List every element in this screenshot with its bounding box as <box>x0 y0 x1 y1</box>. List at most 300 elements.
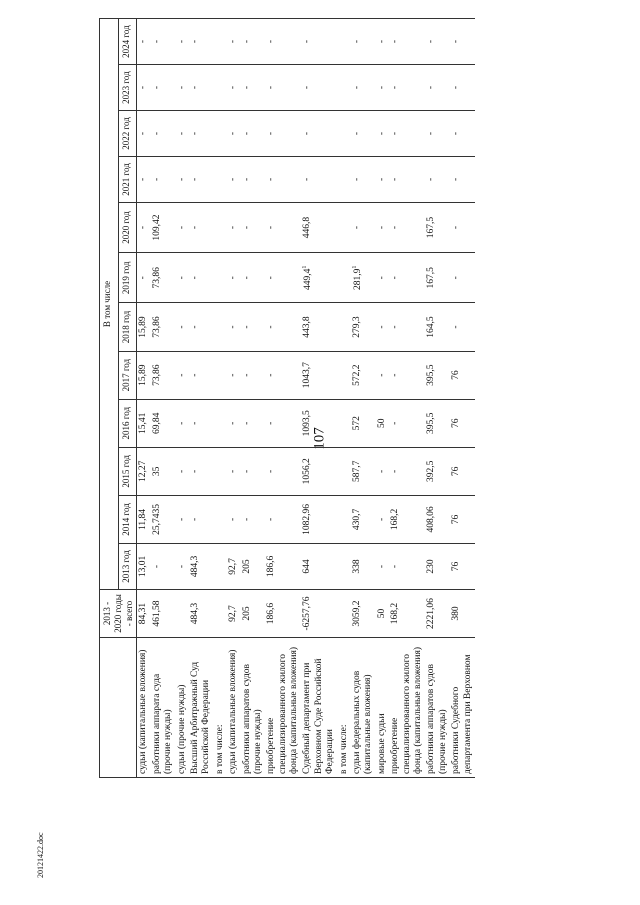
row-value <box>351 111 376 157</box>
table-row <box>301 19 337 778</box>
row-total <box>176 589 189 637</box>
row-value <box>241 156 266 202</box>
value-text: - <box>352 225 363 230</box>
row-value <box>241 253 266 303</box>
value-text: - <box>266 325 277 329</box>
value-text: - <box>176 85 187 90</box>
value-text: - <box>176 276 187 280</box>
value-text: - <box>390 421 401 425</box>
value-text: - <box>426 177 437 181</box>
row-value <box>214 303 227 351</box>
value-text: 11,84 <box>138 508 149 530</box>
row-label: в том числе: <box>338 638 351 778</box>
row-value <box>189 351 214 399</box>
footnote-marker: 1 <box>302 265 309 269</box>
table-row <box>376 19 389 778</box>
row-value <box>450 65 475 111</box>
row-label: Судебный департамент при Верховном Суде Российской Федерации <box>301 638 337 778</box>
value-text: - <box>241 276 252 280</box>
header-label-cell <box>100 638 137 778</box>
row-value <box>189 303 214 351</box>
value-text: - <box>138 85 149 90</box>
value-text: - <box>176 325 187 329</box>
row-value <box>301 351 337 399</box>
row-value <box>376 303 389 351</box>
row-total: 168,2 <box>389 589 425 637</box>
value-text: - <box>451 131 462 136</box>
value-text: - <box>376 325 387 329</box>
row-value <box>389 303 425 351</box>
row-label: в том числе: <box>214 638 227 778</box>
table-row <box>338 19 351 778</box>
row-total: 2221,06 <box>425 589 450 637</box>
row-value <box>241 495 266 543</box>
value-text: - <box>176 39 187 44</box>
row-label: работники аппаратов судов (прочие нужды) <box>241 638 266 778</box>
row-value <box>351 156 376 202</box>
row-value <box>214 156 227 202</box>
row-value <box>176 399 189 447</box>
row-value <box>265 65 301 111</box>
row-value <box>265 447 301 495</box>
table-row <box>176 19 189 778</box>
row-value <box>425 399 450 447</box>
row-value <box>227 399 240 447</box>
value-text: - <box>176 373 187 377</box>
value-text: - <box>376 469 387 473</box>
row-value <box>450 495 475 543</box>
value-text: - <box>189 225 200 230</box>
row-value <box>137 303 151 351</box>
row-value <box>214 65 227 111</box>
value-text: 73,86 <box>151 316 162 338</box>
value-text: - <box>376 517 387 522</box>
row-value <box>338 495 351 543</box>
row-value <box>241 65 266 111</box>
row-value <box>137 19 151 65</box>
row-label: работники Судебного департамента при Верховном <box>450 638 475 778</box>
value-text: - <box>376 85 387 90</box>
row-value <box>241 447 266 495</box>
row-value <box>351 544 376 590</box>
value-text: - <box>138 276 149 280</box>
row-value <box>389 495 425 543</box>
row-value <box>338 303 351 351</box>
value-text: 35 <box>151 466 162 477</box>
value-text: - <box>451 325 462 329</box>
row-total: 92,7 <box>227 589 240 637</box>
header-year: 2015 год <box>118 447 137 495</box>
value-text: - <box>176 421 187 425</box>
row-value <box>265 111 301 157</box>
row-value <box>450 111 475 157</box>
value-text: - <box>376 39 387 44</box>
row-value <box>301 253 337 303</box>
value-text: - <box>426 131 437 136</box>
value-text: - <box>176 225 187 230</box>
value-text: - <box>189 325 200 329</box>
row-value <box>176 447 189 495</box>
row-value <box>189 447 214 495</box>
header-year: 2020 год <box>118 202 137 252</box>
table-row <box>189 19 214 778</box>
row-label: приобретение специализированного жилого фонда (капитальные вложения) <box>265 638 301 778</box>
table-row <box>351 19 376 778</box>
row-value <box>389 351 425 399</box>
value-text: - <box>228 177 239 181</box>
row-value <box>137 65 151 111</box>
value-text: - <box>138 225 149 230</box>
row-value <box>351 253 376 303</box>
value-text: - <box>241 421 252 425</box>
value-text: - <box>176 564 187 569</box>
row-value <box>301 399 337 447</box>
value-text: - <box>228 517 239 522</box>
value-text: 12,27 <box>138 460 149 483</box>
header-year: 2018 год <box>118 303 137 351</box>
value-text: - <box>390 225 401 230</box>
value-text: 484,3 <box>189 555 200 578</box>
row-value <box>338 65 351 111</box>
row-value <box>214 111 227 157</box>
row-value <box>227 303 240 351</box>
value-text: - <box>189 131 200 136</box>
row-value <box>227 156 240 202</box>
row-value <box>389 19 425 65</box>
row-value <box>376 111 389 157</box>
value-text: 408,06 <box>426 506 437 533</box>
value-text: 13,01 <box>138 555 149 578</box>
value-text: 395,5 <box>426 412 437 434</box>
row-total: -6257,76 <box>301 589 337 637</box>
row-value <box>425 111 450 157</box>
value-text: - <box>352 85 363 90</box>
value-text: 76 <box>451 418 462 428</box>
row-value <box>389 544 425 590</box>
value-text: - <box>376 373 387 377</box>
value-text: - <box>390 276 401 280</box>
value-text: - <box>451 39 462 44</box>
value-text: 279,3 <box>352 316 363 338</box>
value-text: 15,89 <box>138 316 149 338</box>
table-row <box>241 19 266 778</box>
value-text: 76 <box>451 370 462 380</box>
value-text: - <box>151 177 162 181</box>
row-value <box>450 253 475 303</box>
row-value <box>338 351 351 399</box>
table-row <box>227 19 240 778</box>
row-value <box>151 495 176 543</box>
row-value <box>425 156 450 202</box>
value-text: 430,7 <box>352 508 363 531</box>
row-value <box>227 202 240 252</box>
value-text: - <box>228 131 239 136</box>
row-value <box>301 303 337 351</box>
value-text: - <box>241 325 252 329</box>
row-value <box>425 19 450 65</box>
table-row <box>450 19 475 778</box>
row-label: Высший Арбитражный Суд Российской Федерации <box>189 638 214 778</box>
row-value <box>450 156 475 202</box>
row-value <box>137 111 151 157</box>
row-value <box>137 351 151 399</box>
value-text: - <box>241 131 252 136</box>
value-text: 167,5 <box>426 267 437 289</box>
row-value <box>214 544 227 590</box>
row-value <box>176 253 189 303</box>
row-label: судьи (капитальные вложения) <box>227 638 240 778</box>
header-year: 2019 год <box>118 253 137 303</box>
row-value <box>376 202 389 252</box>
row-total <box>338 589 351 637</box>
row-value <box>227 447 240 495</box>
row-value <box>151 303 176 351</box>
value-text: 92,7 <box>228 558 239 575</box>
header-row-group <box>100 19 119 778</box>
row-value <box>176 202 189 252</box>
value-text: - <box>228 469 239 473</box>
value-text: - <box>241 177 252 181</box>
row-value <box>265 399 301 447</box>
value-text: - <box>151 131 162 136</box>
value-text: - <box>352 39 363 44</box>
row-value <box>176 65 189 111</box>
row-value <box>376 447 389 495</box>
table-row <box>151 19 176 778</box>
value-text: - <box>228 225 239 230</box>
value-text: - <box>241 85 252 90</box>
row-value <box>338 19 351 65</box>
value-text: - <box>390 373 401 377</box>
value-text: - <box>451 225 462 230</box>
row-value <box>301 19 337 65</box>
row-value <box>351 399 376 447</box>
row-value <box>265 202 301 252</box>
row-value <box>227 19 240 65</box>
row-total: 186,6 <box>265 589 301 637</box>
value-text: - <box>189 373 200 377</box>
value-text: - <box>266 131 277 136</box>
value-text: - <box>241 39 252 44</box>
header-year: 2024 год <box>118 19 137 65</box>
header-year: 2014 год <box>118 495 137 543</box>
value-text: - <box>189 276 200 280</box>
row-value <box>265 495 301 543</box>
row-value <box>151 202 176 252</box>
value-text: 73,86 <box>151 364 162 386</box>
header-group: В том числе <box>100 19 119 590</box>
row-value <box>189 495 214 543</box>
value-text: - <box>451 177 462 181</box>
value-text: - <box>228 373 239 377</box>
value-text: 572 <box>352 416 363 431</box>
row-value <box>376 495 389 543</box>
row-value <box>351 447 376 495</box>
value-text: - <box>302 177 313 181</box>
row-total: 205 <box>241 589 266 637</box>
row-value <box>425 544 450 590</box>
value-text: - <box>390 39 401 44</box>
row-value <box>227 111 240 157</box>
value-text: - <box>241 469 252 473</box>
row-value <box>338 399 351 447</box>
row-value <box>351 65 376 111</box>
row-value <box>137 447 151 495</box>
row-value <box>227 544 240 590</box>
row-value <box>151 399 176 447</box>
value-text: 15,41 <box>138 412 149 434</box>
row-value <box>227 495 240 543</box>
row-value <box>214 253 227 303</box>
value-text: - <box>390 131 401 136</box>
row-value <box>189 253 214 303</box>
header-year: 2021 год <box>118 156 137 202</box>
value-text: 76 <box>451 466 462 477</box>
value-text: - <box>151 85 162 90</box>
row-value <box>450 202 475 252</box>
row-value <box>301 156 337 202</box>
row-value <box>450 303 475 351</box>
value-text: - <box>176 517 187 522</box>
value-text: - <box>266 177 277 181</box>
table-row <box>137 19 151 778</box>
row-value <box>189 399 214 447</box>
row-label: мировые судьи <box>376 638 389 778</box>
header-year: 2016 год <box>118 399 137 447</box>
row-value <box>214 351 227 399</box>
row-value <box>425 202 450 252</box>
row-value <box>151 65 176 111</box>
value-text: - <box>390 469 401 473</box>
budget-table-sheet <box>99 18 604 778</box>
row-value <box>137 544 151 590</box>
value-text: 69,84 <box>151 412 162 434</box>
value-text: 76 <box>451 514 462 525</box>
header-year: 2017 год <box>118 351 137 399</box>
value-text: - <box>390 85 401 90</box>
row-value <box>137 202 151 252</box>
row-total: 50 <box>376 589 389 637</box>
row-value <box>376 399 389 447</box>
row-value <box>425 253 450 303</box>
row-value <box>189 544 214 590</box>
row-value <box>214 202 227 252</box>
row-value <box>425 495 450 543</box>
value-text: 1093,5 <box>302 410 313 437</box>
value-text: - <box>189 469 200 473</box>
row-value <box>137 253 151 303</box>
value-text: 1082,96 <box>302 504 313 535</box>
value-text: 186,6 <box>266 555 277 578</box>
row-value <box>389 111 425 157</box>
row-value <box>351 303 376 351</box>
row-value <box>241 544 266 590</box>
row-label: работники аппарата суда (прочие нужды) <box>151 638 176 778</box>
row-value <box>176 156 189 202</box>
value-text: - <box>266 85 277 90</box>
row-value <box>176 495 189 543</box>
value-text: 50 <box>376 418 387 428</box>
value-text: - <box>266 225 277 230</box>
table-row <box>265 19 301 778</box>
row-total: 3059,2 <box>351 589 376 637</box>
row-value <box>351 351 376 399</box>
table-row <box>214 19 227 778</box>
row-value <box>214 495 227 543</box>
row-value <box>338 111 351 157</box>
value-text: 1056,2 <box>302 458 313 485</box>
value-text: - <box>138 177 149 181</box>
row-value <box>227 253 240 303</box>
value-text: 1043,7 <box>302 362 313 389</box>
row-value <box>151 111 176 157</box>
value-text: - <box>151 39 162 44</box>
row-value <box>389 253 425 303</box>
page-number: 107 <box>311 427 328 450</box>
row-value <box>450 447 475 495</box>
value-text: - <box>266 39 277 44</box>
row-value <box>137 156 151 202</box>
row-value <box>151 156 176 202</box>
value-text: - <box>151 564 162 569</box>
value-text: - <box>266 373 277 377</box>
value-text: - <box>376 564 387 569</box>
footnote-marker: 1 <box>352 265 359 269</box>
value-text: - <box>451 276 462 280</box>
row-value <box>151 544 176 590</box>
row-label: работники аппаратов судов (прочие нужды) <box>425 638 450 778</box>
table-body <box>137 19 475 778</box>
row-value <box>389 202 425 252</box>
row-value <box>425 65 450 111</box>
table-row <box>389 19 425 778</box>
value-text: 73,86 <box>151 267 162 289</box>
value-text: - <box>241 373 252 377</box>
value-text: - <box>189 85 200 90</box>
value-text: 338 <box>352 559 363 574</box>
row-value <box>227 351 240 399</box>
row-value <box>265 253 301 303</box>
row-value <box>450 544 475 590</box>
value-text: - <box>302 131 313 136</box>
value-text: - <box>266 469 277 473</box>
row-value <box>389 399 425 447</box>
value-text: 25,7435 <box>151 504 162 535</box>
row-value <box>450 351 475 399</box>
row-value <box>176 351 189 399</box>
value-text: - <box>376 276 387 280</box>
row-value <box>176 111 189 157</box>
value-text: - <box>228 421 239 425</box>
value-text: 443,8 <box>302 316 313 338</box>
value-text: 281,9 <box>353 268 364 291</box>
budget-table <box>99 18 475 778</box>
row-value <box>151 447 176 495</box>
value-text: 230 <box>426 559 437 574</box>
row-value <box>151 351 176 399</box>
value-text: - <box>241 225 252 230</box>
row-value <box>338 253 351 303</box>
value-text: - <box>390 325 401 329</box>
row-value <box>214 19 227 65</box>
value-text: 572,2 <box>352 364 363 386</box>
value-text: 168,2 <box>390 508 401 531</box>
header-year: 2013 год <box>118 544 137 590</box>
header-year: 2023 год <box>118 65 137 111</box>
row-value <box>241 19 266 65</box>
value-text: - <box>390 177 401 181</box>
row-value <box>189 65 214 111</box>
